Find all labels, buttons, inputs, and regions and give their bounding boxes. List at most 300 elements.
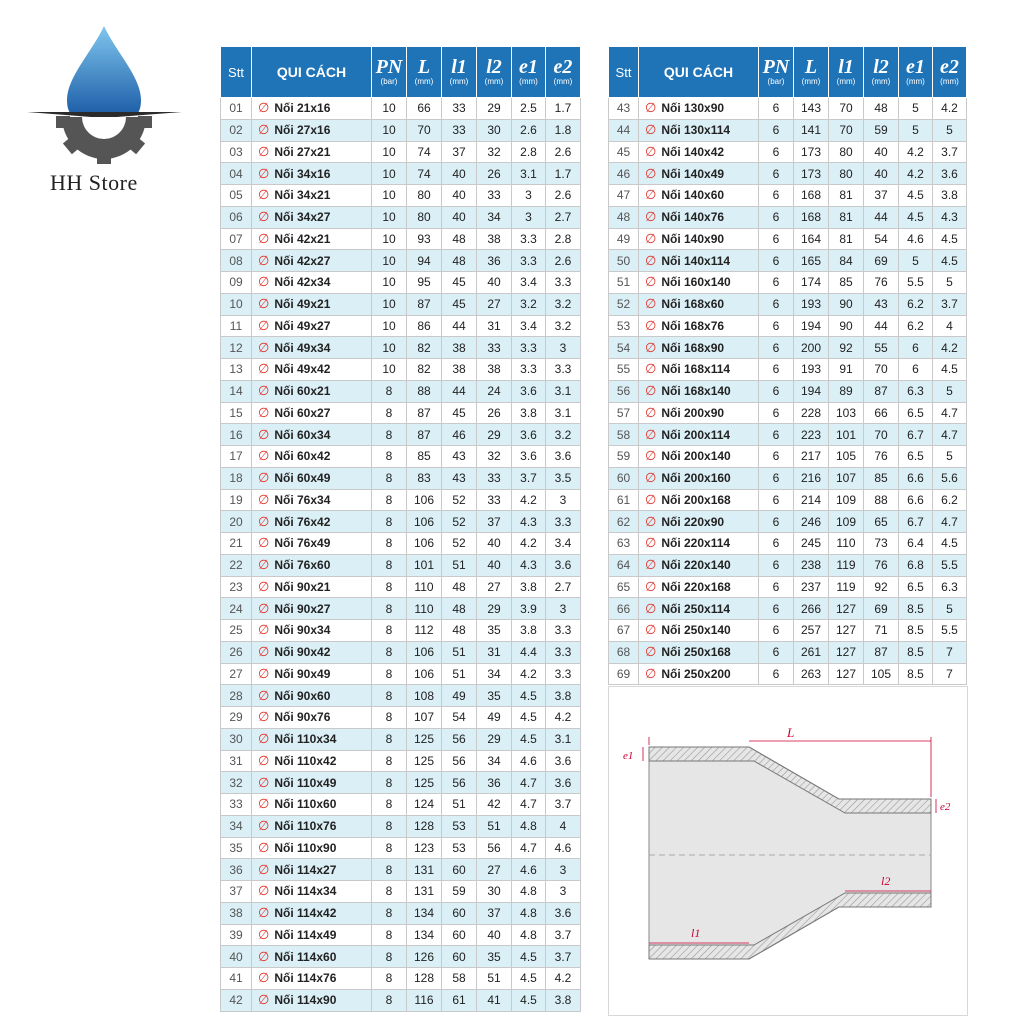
table-row bbox=[609, 424, 967, 446]
row-e2: 3.2 bbox=[546, 293, 581, 315]
row-e2: 4.7 bbox=[933, 511, 967, 533]
row-spec bbox=[639, 533, 759, 555]
row-stt: 35 bbox=[221, 837, 252, 859]
row-stt: 54 bbox=[609, 337, 639, 359]
table-row bbox=[221, 402, 581, 424]
row-e2: 3.7 bbox=[546, 924, 581, 946]
row-l1: 84 bbox=[829, 250, 864, 272]
row-l1: 40 bbox=[442, 206, 477, 228]
row-l1: 80 bbox=[829, 163, 864, 185]
row-e1: 4.8 bbox=[512, 924, 546, 946]
row-spec bbox=[639, 359, 759, 381]
row-stt: 06 bbox=[221, 206, 252, 228]
row-l2: 35 bbox=[477, 685, 512, 707]
diameter-icon: ∅ bbox=[258, 122, 270, 138]
row-l1: 51 bbox=[442, 641, 477, 663]
diameter-icon: ∅ bbox=[645, 513, 657, 529]
row-l2: 30 bbox=[477, 119, 512, 141]
row-l1: 70 bbox=[829, 119, 864, 141]
row-l2: 56 bbox=[477, 837, 512, 859]
row-e1: 6.2 bbox=[899, 315, 933, 337]
table-row bbox=[221, 598, 581, 620]
row-e2: 5 bbox=[933, 272, 967, 294]
row-l2: 36 bbox=[477, 772, 512, 794]
row-e2: 3.6 bbox=[546, 446, 581, 468]
row-pn: 6 bbox=[759, 511, 794, 533]
row-spec bbox=[639, 98, 759, 120]
diameter-icon: ∅ bbox=[645, 426, 657, 442]
row-stt: 58 bbox=[609, 424, 639, 446]
spec-text: Nối 114x90 bbox=[274, 993, 337, 1008]
row-pn: 6 bbox=[759, 380, 794, 402]
row-stt: 16 bbox=[221, 424, 252, 446]
row-e1: 4.2 bbox=[512, 663, 546, 685]
row-stt: 37 bbox=[221, 881, 252, 903]
row-l: 173 bbox=[794, 141, 829, 163]
table-row bbox=[221, 489, 581, 511]
row-e1: 6.6 bbox=[899, 489, 933, 511]
reducer-cross-section-drawing bbox=[609, 687, 967, 1015]
spec-text: Nối 34x16 bbox=[274, 166, 331, 181]
spec-text: Nối 76x42 bbox=[274, 514, 331, 529]
row-e1: 6.7 bbox=[899, 511, 933, 533]
spec-text: Nối 200x160 bbox=[661, 471, 731, 486]
spec-text: Nối 168x76 bbox=[661, 318, 725, 333]
row-pn: 6 bbox=[759, 206, 794, 228]
spec-table-right bbox=[608, 46, 967, 685]
row-spec bbox=[639, 380, 759, 402]
row-e1: 6.4 bbox=[899, 533, 933, 555]
row-pn: 8 bbox=[372, 968, 407, 990]
row-l2: 87 bbox=[864, 641, 899, 663]
row-l1: 85 bbox=[829, 272, 864, 294]
row-e1: 6.3 bbox=[899, 380, 933, 402]
row-l1: 45 bbox=[442, 293, 477, 315]
table-row bbox=[609, 119, 967, 141]
row-l2: 24 bbox=[477, 380, 512, 402]
row-spec bbox=[639, 641, 759, 663]
row-l1: 109 bbox=[829, 511, 864, 533]
row-l1: 56 bbox=[442, 750, 477, 772]
row-l: 80 bbox=[407, 206, 442, 228]
row-l2: 37 bbox=[477, 902, 512, 924]
row-pn: 10 bbox=[372, 228, 407, 250]
row-l2: 27 bbox=[477, 859, 512, 881]
row-l1: 45 bbox=[442, 272, 477, 294]
row-l1: 81 bbox=[829, 206, 864, 228]
row-stt: 10 bbox=[221, 293, 252, 315]
row-l2: 48 bbox=[864, 98, 899, 120]
row-e2: 3.7 bbox=[933, 141, 967, 163]
row-spec bbox=[252, 620, 372, 642]
row-stt: 47 bbox=[609, 185, 639, 207]
row-spec bbox=[252, 728, 372, 750]
table-row bbox=[221, 750, 581, 772]
row-l2: 40 bbox=[864, 163, 899, 185]
row-l1: 92 bbox=[829, 337, 864, 359]
row-e2: 6.2 bbox=[933, 489, 967, 511]
row-l: 110 bbox=[407, 576, 442, 598]
diameter-icon: ∅ bbox=[258, 361, 270, 377]
row-stt: 64 bbox=[609, 554, 639, 576]
row-l1: 60 bbox=[442, 924, 477, 946]
row-spec bbox=[252, 119, 372, 141]
row-l1: 37 bbox=[442, 141, 477, 163]
row-l: 257 bbox=[794, 620, 829, 642]
row-e1: 4.2 bbox=[899, 163, 933, 185]
diameter-icon: ∅ bbox=[258, 644, 270, 660]
row-pn: 10 bbox=[372, 206, 407, 228]
row-stt: 22 bbox=[221, 554, 252, 576]
row-stt: 52 bbox=[609, 293, 639, 315]
row-l1: 52 bbox=[442, 511, 477, 533]
row-spec bbox=[252, 598, 372, 620]
col-header-l1: l1 (mm) bbox=[442, 47, 477, 98]
row-spec bbox=[252, 163, 372, 185]
spec-text: Nối 42x34 bbox=[274, 275, 331, 290]
row-e2: 3.1 bbox=[546, 402, 581, 424]
col-header-e1: e1 (mm) bbox=[899, 47, 933, 98]
diameter-icon: ∅ bbox=[258, 600, 270, 616]
row-l2: 31 bbox=[477, 641, 512, 663]
row-spec bbox=[639, 489, 759, 511]
row-e1: 3.4 bbox=[512, 272, 546, 294]
row-e2: 3 bbox=[546, 859, 581, 881]
table-row bbox=[609, 576, 967, 598]
row-e1: 4.7 bbox=[512, 837, 546, 859]
row-e2: 3 bbox=[546, 489, 581, 511]
row-l: 164 bbox=[794, 228, 829, 250]
table-row bbox=[221, 206, 581, 228]
diameter-icon: ∅ bbox=[258, 209, 270, 225]
diameter-icon: ∅ bbox=[645, 578, 657, 594]
row-l: 106 bbox=[407, 663, 442, 685]
table-row bbox=[221, 772, 581, 794]
row-spec bbox=[252, 228, 372, 250]
row-l: 106 bbox=[407, 641, 442, 663]
spec-text: Nối 220x140 bbox=[661, 558, 731, 573]
col-header-pn: PN (bar) bbox=[372, 47, 407, 98]
diameter-icon: ∅ bbox=[645, 404, 657, 420]
row-l1: 101 bbox=[829, 424, 864, 446]
row-l2: 73 bbox=[864, 533, 899, 555]
spec-text: Nối 49x34 bbox=[274, 340, 331, 355]
table-row bbox=[221, 141, 581, 163]
row-stt: 08 bbox=[221, 250, 252, 272]
row-pn: 6 bbox=[759, 272, 794, 294]
row-stt: 02 bbox=[221, 119, 252, 141]
row-e2: 3.6 bbox=[546, 554, 581, 576]
row-e2: 2.7 bbox=[546, 206, 581, 228]
brand-name: HH Store bbox=[50, 170, 138, 195]
row-spec bbox=[639, 598, 759, 620]
table-row bbox=[221, 554, 581, 576]
row-stt: 42 bbox=[221, 989, 252, 1011]
row-spec bbox=[252, 946, 372, 968]
row-pn: 8 bbox=[372, 707, 407, 729]
row-l1: 48 bbox=[442, 250, 477, 272]
row-pn: 6 bbox=[759, 98, 794, 120]
row-l2: 29 bbox=[477, 728, 512, 750]
row-l: 124 bbox=[407, 794, 442, 816]
row-l: 165 bbox=[794, 250, 829, 272]
row-spec bbox=[252, 511, 372, 533]
row-e1: 4.3 bbox=[512, 554, 546, 576]
row-l2: 88 bbox=[864, 489, 899, 511]
diameter-icon: ∅ bbox=[258, 861, 270, 877]
row-e2: 1.7 bbox=[546, 98, 581, 120]
row-pn: 6 bbox=[759, 663, 794, 685]
row-l1: 48 bbox=[442, 228, 477, 250]
row-l1: 51 bbox=[442, 554, 477, 576]
row-l: 93 bbox=[407, 228, 442, 250]
table-row bbox=[221, 685, 581, 707]
row-e2: 3.7 bbox=[546, 794, 581, 816]
row-e2: 4 bbox=[546, 815, 581, 837]
spec-text: Nối 110x49 bbox=[274, 775, 337, 790]
table-row bbox=[221, 337, 581, 359]
table-row bbox=[221, 815, 581, 837]
row-e1: 4.5 bbox=[512, 728, 546, 750]
row-l2: 26 bbox=[477, 163, 512, 185]
row-l1: 45 bbox=[442, 402, 477, 424]
diameter-icon: ∅ bbox=[645, 448, 657, 464]
row-stt: 03 bbox=[221, 141, 252, 163]
table-row bbox=[221, 902, 581, 924]
diameter-icon: ∅ bbox=[258, 339, 270, 355]
row-spec bbox=[639, 337, 759, 359]
row-pn: 8 bbox=[372, 424, 407, 446]
table-row bbox=[609, 293, 967, 315]
table-row bbox=[221, 424, 581, 446]
diameter-icon: ∅ bbox=[258, 274, 270, 290]
table-row bbox=[609, 163, 967, 185]
table-row bbox=[609, 598, 967, 620]
row-stt: 27 bbox=[221, 663, 252, 685]
diameter-icon: ∅ bbox=[258, 317, 270, 333]
row-spec bbox=[252, 98, 372, 120]
row-l1: 119 bbox=[829, 554, 864, 576]
row-l2: 69 bbox=[864, 250, 899, 272]
row-spec bbox=[639, 119, 759, 141]
row-e1: 2.5 bbox=[512, 98, 546, 120]
table-row bbox=[221, 250, 581, 272]
row-e1: 3.6 bbox=[512, 424, 546, 446]
row-l1: 105 bbox=[829, 446, 864, 468]
row-l2: 26 bbox=[477, 402, 512, 424]
table-row bbox=[609, 141, 967, 163]
row-stt: 21 bbox=[221, 533, 252, 555]
row-l: 131 bbox=[407, 881, 442, 903]
diameter-icon: ∅ bbox=[645, 274, 657, 290]
table-row bbox=[221, 163, 581, 185]
spec-text: Nối 140x114 bbox=[661, 253, 731, 268]
row-l2: 32 bbox=[477, 446, 512, 468]
row-stt: 65 bbox=[609, 576, 639, 598]
row-pn: 6 bbox=[759, 620, 794, 642]
diameter-icon: ∅ bbox=[258, 948, 270, 964]
row-e2: 3.5 bbox=[546, 467, 581, 489]
col-header-stt: Stt bbox=[221, 47, 252, 98]
row-l2: 65 bbox=[864, 511, 899, 533]
row-e1: 2.6 bbox=[512, 119, 546, 141]
row-pn: 8 bbox=[372, 402, 407, 424]
spec-text: Nối 110x60 bbox=[274, 797, 337, 812]
row-pn: 8 bbox=[372, 728, 407, 750]
row-e1: 4.5 bbox=[512, 685, 546, 707]
row-stt: 04 bbox=[221, 163, 252, 185]
diameter-icon: ∅ bbox=[258, 774, 270, 790]
row-spec bbox=[252, 685, 372, 707]
spec-text: Nối 90x76 bbox=[274, 710, 331, 725]
row-l2: 51 bbox=[477, 815, 512, 837]
row-l2: 34 bbox=[477, 663, 512, 685]
row-stt: 57 bbox=[609, 402, 639, 424]
row-l: 116 bbox=[407, 989, 442, 1011]
diameter-icon: ∅ bbox=[645, 187, 657, 203]
row-pn: 6 bbox=[759, 467, 794, 489]
row-e1: 4.4 bbox=[512, 641, 546, 663]
row-e1: 4.8 bbox=[512, 902, 546, 924]
row-l: 87 bbox=[407, 293, 442, 315]
table-row bbox=[221, 968, 581, 990]
row-stt: 28 bbox=[221, 685, 252, 707]
row-pn: 6 bbox=[759, 228, 794, 250]
diameter-icon: ∅ bbox=[258, 731, 270, 747]
row-e1: 4.5 bbox=[512, 989, 546, 1011]
spec-text: Nối 90x27 bbox=[274, 601, 331, 616]
row-l1: 90 bbox=[829, 315, 864, 337]
spec-text: Nối 49x21 bbox=[274, 297, 331, 312]
table-row bbox=[609, 380, 967, 402]
row-e1: 3.6 bbox=[512, 380, 546, 402]
row-l2: 70 bbox=[864, 359, 899, 381]
row-pn: 8 bbox=[372, 663, 407, 685]
row-e1: 3.8 bbox=[512, 620, 546, 642]
row-l2: 59 bbox=[864, 119, 899, 141]
row-l2: 105 bbox=[864, 663, 899, 685]
col-header-l2: l2 (mm) bbox=[477, 47, 512, 98]
row-l: 228 bbox=[794, 402, 829, 424]
diameter-icon: ∅ bbox=[645, 665, 657, 681]
row-stt: 33 bbox=[221, 794, 252, 816]
table-body-left bbox=[221, 98, 581, 1012]
table-row bbox=[221, 185, 581, 207]
row-spec bbox=[639, 228, 759, 250]
table-row bbox=[221, 794, 581, 816]
spec-text: Nối 200x114 bbox=[661, 427, 731, 442]
row-stt: 01 bbox=[221, 98, 252, 120]
row-stt: 09 bbox=[221, 272, 252, 294]
table-row bbox=[609, 467, 967, 489]
row-e1: 3.8 bbox=[512, 402, 546, 424]
col-header-l: L (mm) bbox=[407, 47, 442, 98]
diameter-icon: ∅ bbox=[258, 383, 270, 399]
diameter-icon: ∅ bbox=[645, 339, 657, 355]
row-pn: 8 bbox=[372, 620, 407, 642]
diameter-icon: ∅ bbox=[645, 296, 657, 312]
row-l: 82 bbox=[407, 359, 442, 381]
diameter-icon: ∅ bbox=[258, 709, 270, 725]
diameter-icon: ∅ bbox=[258, 665, 270, 681]
row-spec bbox=[252, 902, 372, 924]
row-l2: 92 bbox=[864, 576, 899, 598]
row-spec bbox=[252, 446, 372, 468]
row-stt: 46 bbox=[609, 163, 639, 185]
row-stt: 50 bbox=[609, 250, 639, 272]
row-stt: 15 bbox=[221, 402, 252, 424]
diameter-icon: ∅ bbox=[645, 557, 657, 573]
diameter-icon: ∅ bbox=[645, 209, 657, 225]
row-stt: 11 bbox=[221, 315, 252, 337]
spec-text: Nối 200x140 bbox=[661, 449, 731, 464]
row-stt: 67 bbox=[609, 620, 639, 642]
row-l2: 38 bbox=[477, 359, 512, 381]
row-pn: 10 bbox=[372, 272, 407, 294]
row-l: 112 bbox=[407, 620, 442, 642]
row-pn: 6 bbox=[759, 576, 794, 598]
diameter-icon: ∅ bbox=[258, 992, 270, 1008]
row-pn: 6 bbox=[759, 554, 794, 576]
row-l1: 33 bbox=[442, 98, 477, 120]
row-l: 200 bbox=[794, 337, 829, 359]
row-l1: 60 bbox=[442, 902, 477, 924]
row-l: 126 bbox=[407, 946, 442, 968]
row-e1: 4.8 bbox=[512, 815, 546, 837]
row-stt: 20 bbox=[221, 511, 252, 533]
row-spec bbox=[252, 968, 372, 990]
diameter-icon: ∅ bbox=[258, 143, 270, 159]
row-pn: 6 bbox=[759, 337, 794, 359]
row-spec bbox=[252, 141, 372, 163]
spec-text: Nối 140x76 bbox=[661, 210, 725, 225]
dimension-label-L: L bbox=[787, 725, 795, 740]
row-l: 216 bbox=[794, 467, 829, 489]
row-e2: 5 bbox=[933, 380, 967, 402]
row-l2: 33 bbox=[477, 467, 512, 489]
spec-text: Nối 34x21 bbox=[274, 188, 331, 203]
row-e1: 3.9 bbox=[512, 598, 546, 620]
row-pn: 6 bbox=[759, 446, 794, 468]
row-stt: 19 bbox=[221, 489, 252, 511]
table-row bbox=[221, 293, 581, 315]
row-stt: 60 bbox=[609, 467, 639, 489]
diameter-icon: ∅ bbox=[645, 230, 657, 246]
row-e1: 3.3 bbox=[512, 337, 546, 359]
row-l2: 35 bbox=[477, 620, 512, 642]
spec-text: Nối 168x90 bbox=[661, 340, 725, 355]
spec-text: Nối 27x16 bbox=[274, 123, 331, 138]
row-l2: 40 bbox=[477, 272, 512, 294]
row-e1: 3.3 bbox=[512, 250, 546, 272]
col-header-l: L (mm) bbox=[794, 47, 829, 98]
table-row bbox=[221, 881, 581, 903]
diameter-icon: ∅ bbox=[645, 165, 657, 181]
row-pn: 10 bbox=[372, 293, 407, 315]
table-row bbox=[609, 402, 967, 424]
row-l: 106 bbox=[407, 533, 442, 555]
spec-text: Nối 110x42 bbox=[274, 753, 337, 768]
row-e2: 2.7 bbox=[546, 576, 581, 598]
row-l1: 53 bbox=[442, 815, 477, 837]
row-e1: 3.4 bbox=[512, 315, 546, 337]
row-e1: 4.7 bbox=[512, 772, 546, 794]
row-l2: 31 bbox=[477, 315, 512, 337]
table-row bbox=[609, 489, 967, 511]
row-l2: 41 bbox=[477, 989, 512, 1011]
row-l: 125 bbox=[407, 728, 442, 750]
row-stt: 17 bbox=[221, 446, 252, 468]
